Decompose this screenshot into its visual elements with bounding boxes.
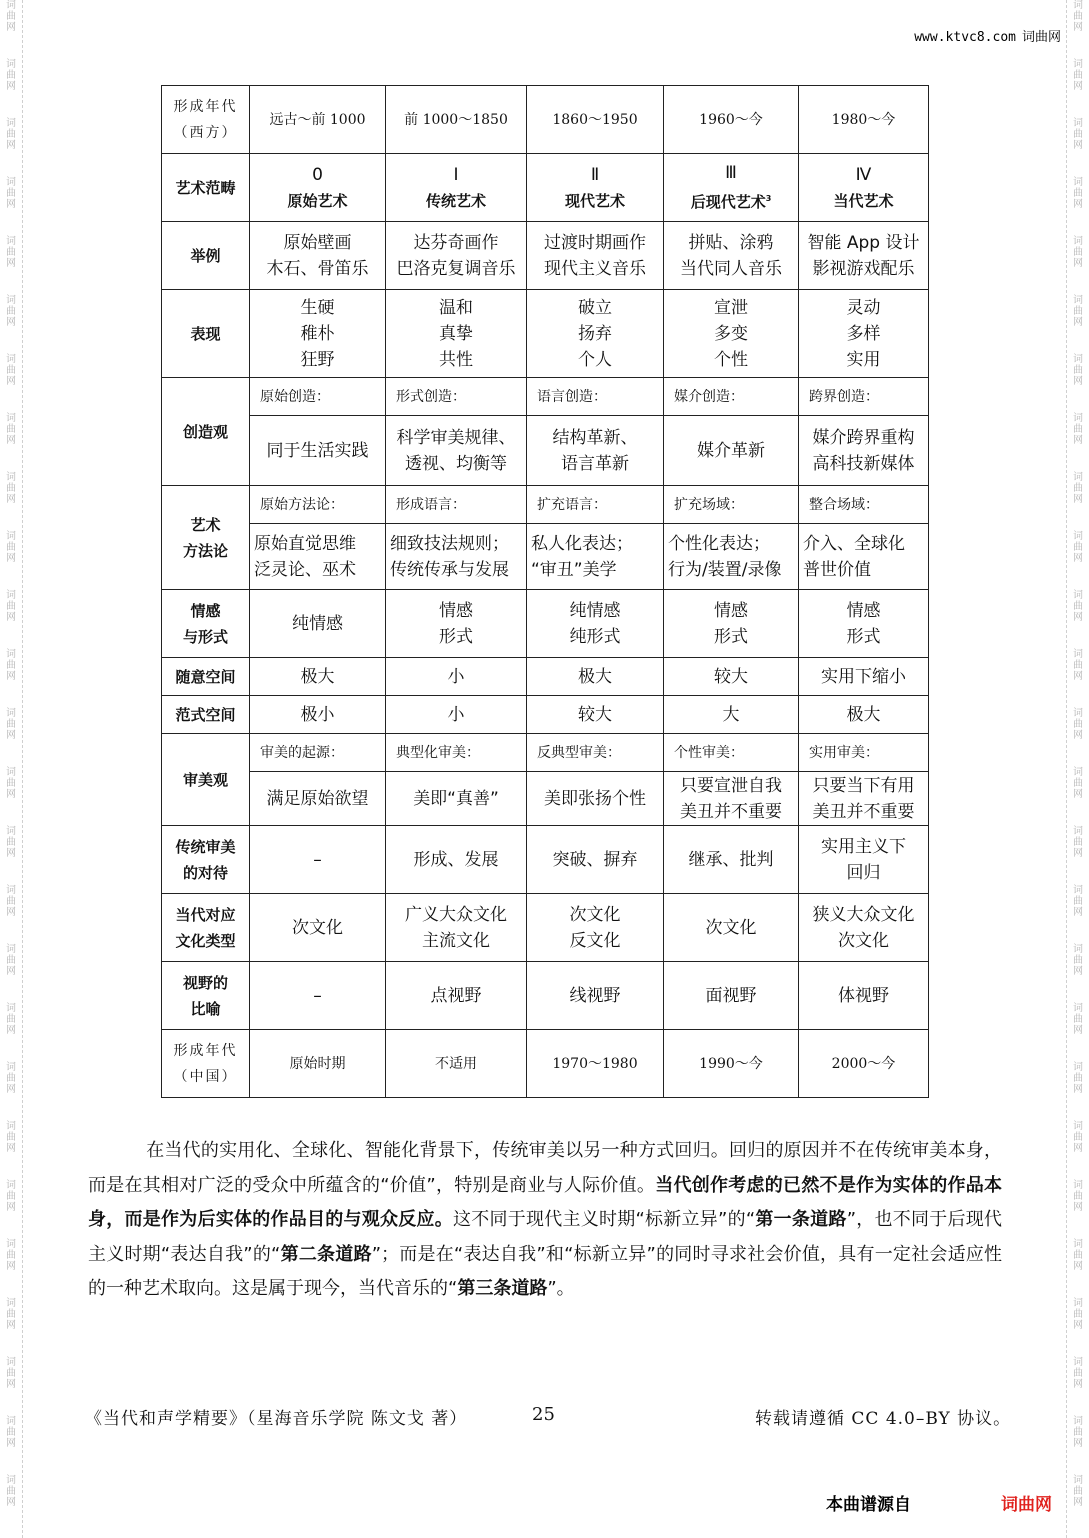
- watermark-glyph: 词 曲 网: [1073, 1475, 1083, 1508]
- watermark-glyph: 词 曲 网: [6, 885, 16, 918]
- right-dashed-guide: [1066, 0, 1067, 1538]
- label-aesthetics: 审美观: [162, 734, 250, 826]
- era-china-cell: 1970～1980: [527, 1030, 664, 1098]
- row-free-space: [162, 658, 929, 696]
- watermark-glyph: 词 曲 网: [6, 1180, 16, 1213]
- row-method: [162, 524, 929, 590]
- method-cell: 私人化表达； “审丑”美学: [527, 524, 664, 590]
- aesthetics-cell: 只要宣泄自我 美丑并不重要: [664, 772, 799, 826]
- watermark-glyph: 词 曲 网: [1073, 1416, 1083, 1449]
- era-west-cell: 1960～今: [664, 86, 799, 154]
- watermark-glyph: 词 曲 网: [6, 1357, 16, 1390]
- watermark-glyph: 词 曲 网: [6, 1298, 16, 1331]
- license-note: 转载请遵循 CC 4.0–BY 协议。: [755, 1409, 1012, 1429]
- creation-subheader: 形式创造：: [386, 378, 527, 416]
- creation-subheader: 跨界创造：: [799, 378, 929, 416]
- aesthetics-subheader: 反典型审美：: [527, 734, 664, 772]
- label-emotion-form: 情感 与形式: [162, 590, 250, 658]
- free-space-cell: 极大: [527, 658, 664, 696]
- watermark-glyph: 词 曲 网: [1073, 826, 1083, 859]
- emotion-form-cell: 纯情感 纯形式: [527, 590, 664, 658]
- label-tradition: 传统审美 的对待: [162, 826, 250, 894]
- watermark-glyph: 词 曲 网: [6, 944, 16, 977]
- row-category: [162, 154, 929, 222]
- culture-cell: 次文化: [664, 894, 799, 962]
- label-era-china: 形成年代 （中国）: [162, 1030, 250, 1098]
- watermark-glyph: 词 曲 网: [1073, 885, 1083, 918]
- category-cell: Ⅲ 后现代艺术$^3$: [664, 154, 799, 222]
- watermark-glyph: 词 曲 网: [1073, 472, 1083, 505]
- emotion-form-cell: 情感 形式: [799, 590, 929, 658]
- aesthetics-subheader: 典型化审美：: [386, 734, 527, 772]
- method-subheader: 整合场域：: [799, 486, 929, 524]
- watermark-glyph: 词 曲 网: [1073, 295, 1083, 328]
- aesthetics-subheader: 实用审美：: [799, 734, 929, 772]
- method-subheader: 扩充场域：: [664, 486, 799, 524]
- era-west-cell: 1860～1950: [527, 86, 664, 154]
- watermark-glyph: 词 曲 网: [6, 354, 16, 387]
- watermark-glyph: 词 曲 网: [6, 1475, 16, 1508]
- label-free-space: 随意空间: [162, 658, 250, 696]
- tradition-cell: 形成、发展: [386, 826, 527, 894]
- method-cell: 原始直觉思维 泛灵论、巫术: [250, 524, 386, 590]
- era-china-cell: 不适用: [386, 1030, 527, 1098]
- watermark-glyph: 词 曲 网: [6, 1416, 16, 1449]
- method-cell: 细致技法规则； 传统传承与发展: [386, 524, 527, 590]
- method-subheader: 形成语言：: [386, 486, 527, 524]
- tradition-cell: 实用主义下 回归: [799, 826, 929, 894]
- creation-subheader: 媒介创造：: [664, 378, 799, 416]
- creation-cell: 同于生活实践: [250, 416, 386, 486]
- expression-cell: 生硬 稚朴 狂野: [250, 290, 386, 378]
- row-vision: [162, 962, 929, 1030]
- watermark-glyph: 词 曲 网: [6, 1003, 16, 1036]
- row-creation-header: [162, 378, 929, 416]
- era-china-cell: 原始时期: [250, 1030, 386, 1098]
- examples-cell: 拼贴、涂鸦 当代同人音乐: [664, 222, 799, 290]
- row-culture: [162, 894, 929, 962]
- free-space-cell: 实用下缩小: [799, 658, 929, 696]
- aesthetics-cell: 美即张扬个性: [527, 772, 664, 826]
- watermark-glyph: 词 曲 网: [6, 1062, 16, 1095]
- emotion-form-cell: 纯情感: [250, 590, 386, 658]
- expression-cell: 破立 扬弃 个人: [527, 290, 664, 378]
- tradition-cell: –: [250, 826, 386, 894]
- method-cell: 介入、全球化 普世价值: [799, 524, 929, 590]
- watermark-glyph: 词 曲 网: [6, 295, 16, 328]
- creation-subheader: 语言创造：: [527, 378, 664, 416]
- site-logo[interactable]: 词曲网: [1001, 1495, 1052, 1515]
- aesthetics-cell: 美即“真善”: [386, 772, 527, 826]
- creation-cell: 媒介跨界重构 高科技新媒体: [799, 416, 929, 486]
- watermark-glyph: 词 曲 网: [6, 177, 16, 210]
- watermark-glyph: 词 曲 网: [6, 708, 16, 741]
- book-citation: 《当代和声学精要》（星海音乐学院 陈文戈 著）: [85, 1409, 468, 1429]
- aesthetics-subheader: 个性审美：: [664, 734, 799, 772]
- watermark-glyph: 词 曲 网: [6, 118, 16, 151]
- expression-cell: 温和 真挚 共性: [386, 290, 527, 378]
- watermark-glyph: 词 曲 网: [1073, 590, 1083, 623]
- left-dashed-guide: [22, 0, 23, 1538]
- row-era-west: [162, 86, 929, 154]
- aesthetics-cell: 只要当下有用 美丑并不重要: [799, 772, 929, 826]
- row-aesthetics: [162, 772, 929, 826]
- watermark-glyph: 词 曲 网: [1073, 236, 1083, 269]
- category-cell: Ⅰ 传统艺术: [386, 154, 527, 222]
- row-creation: [162, 416, 929, 486]
- watermark-glyph: 词 曲 网: [1073, 1180, 1083, 1213]
- site-name: 词曲网: [1021, 30, 1061, 45]
- vision-cell: 体视野: [799, 962, 929, 1030]
- row-tradition: [162, 826, 929, 894]
- category-cell: Ⅳ 当代艺术: [799, 154, 929, 222]
- watermark-glyph: 词 曲 网: [6, 236, 16, 269]
- watermark-glyph: 词 曲 网: [1073, 1062, 1083, 1095]
- norm-space-cell: 极大: [799, 696, 929, 734]
- vision-cell: 线视野: [527, 962, 664, 1030]
- creation-cell: 结构革新、 语言革新: [527, 416, 664, 486]
- label-norm-space: 范式空间: [162, 696, 250, 734]
- label-method: 艺术 方法论: [162, 486, 250, 590]
- footnote-mark: 3: [765, 194, 772, 203]
- examples-cell: 智能 App 设计 影视游戏配乐: [799, 222, 929, 290]
- row-expression: [162, 290, 929, 378]
- watermark-glyph: 词 曲 网: [1073, 708, 1083, 741]
- body-paragraph: 在当代的实用化、全球化、智能化背景下，传统审美以另一种方式回归。回归的原因并不在传统审美本身，而是在其相对广泛的受众中所蕴含的“价值”，特别是商业与人际价值。当代创作考虑的已然不是作为实体的作品本身，而是作为后实体的作品目的与观众反应。这不同于现代主义时期“标新立异”的“第一条道路”，也不同于后现代主义时期“表达自我”的“第二条道路”；而是在“表达自我”和“标新立异”的同时寻求社会价值，具有一定社会适应性的一种艺术取向。这是属于现今，当代音乐的“第三条道路”。: [88, 1140, 1003, 1299]
- norm-space-cell: 小: [386, 696, 527, 734]
- emotion-form-cell: 情感 形式: [664, 590, 799, 658]
- era-china-cell: 2000～今: [799, 1030, 929, 1098]
- category-cell: 0 原始艺术: [250, 154, 386, 222]
- row-examples: [162, 222, 929, 290]
- watermark-glyph: 词 曲 网: [6, 59, 16, 92]
- watermark-glyph: 词 曲 网: [1073, 1298, 1083, 1331]
- watermark-glyph: 词 曲 网: [6, 649, 16, 682]
- watermark-glyph: 词 曲 网: [6, 590, 16, 623]
- norm-space-cell: 大: [664, 696, 799, 734]
- watermark-glyph: 词 曲 网: [1073, 354, 1083, 387]
- method-subheader: 原始方法论：: [250, 486, 386, 524]
- free-space-cell: 较大: [664, 658, 799, 696]
- method-subheader: 扩充语言：: [527, 486, 664, 524]
- watermark-glyph: 词 曲 网: [6, 0, 16, 33]
- watermark-glyph: 词 曲 网: [1073, 118, 1083, 151]
- watermark-glyph: 词 曲 网: [6, 826, 16, 859]
- culture-cell: 狭义大众文化 次文化: [799, 894, 929, 962]
- watermark-glyph: 词 曲 网: [6, 767, 16, 800]
- label-examples: 举例: [162, 222, 250, 290]
- era-west-cell: 1980～今: [799, 86, 929, 154]
- vision-cell: 点视野: [386, 962, 527, 1030]
- vision-cell: –: [250, 962, 386, 1030]
- watermark-glyph: 词 曲 网: [1073, 59, 1083, 92]
- tradition-cell: 继承、批判: [664, 826, 799, 894]
- examples-cell: 达芬奇画作 巴洛克复调音乐: [386, 222, 527, 290]
- watermark-glyph: 词 曲 网: [1073, 1003, 1083, 1036]
- vision-cell: 面视野: [664, 962, 799, 1030]
- watermark-glyph: 词 曲 网: [1073, 1121, 1083, 1154]
- expression-cell: 灵动 多样 实用: [799, 290, 929, 378]
- aesthetics-subheader: 审美的起源：: [250, 734, 386, 772]
- era-west-cell: 远古～前 1000: [250, 86, 386, 154]
- row-emotion-form: [162, 590, 929, 658]
- watermark-glyph: 词 曲 网: [1073, 531, 1083, 564]
- label-expression: 表现: [162, 290, 250, 378]
- source-label: 本曲谱源自: [826, 1495, 911, 1515]
- label-category: 艺术范畴: [162, 154, 250, 222]
- watermark-glyph: 词 曲 网: [6, 1121, 16, 1154]
- expression-cell: 宣泄 多变 个性: [664, 290, 799, 378]
- watermark-glyph: 词 曲 网: [1073, 413, 1083, 446]
- watermark-glyph: 词 曲 网: [1073, 0, 1083, 33]
- art-category-table: [161, 85, 929, 1098]
- row-method-header: [162, 486, 929, 524]
- label-vision: 视野的 比喻: [162, 962, 250, 1030]
- row-era-china: [162, 1030, 929, 1098]
- left-watermark-strip: [2, 0, 20, 1538]
- site-url[interactable]: www.ktvc8.com: [914, 30, 1016, 45]
- culture-cell: 次文化: [250, 894, 386, 962]
- right-watermark-strip: [1069, 0, 1087, 1538]
- aesthetics-cell: 满足原始欲望: [250, 772, 386, 826]
- watermark-glyph: 词 曲 网: [1073, 1239, 1083, 1272]
- free-space-cell: 极大: [250, 658, 386, 696]
- watermark-glyph: 词 曲 网: [6, 1239, 16, 1272]
- label-creation: 创造观: [162, 378, 250, 486]
- emotion-form-cell: 情感 形式: [386, 590, 527, 658]
- watermark-glyph: 词 曲 网: [6, 531, 16, 564]
- creation-cell: 科学审美规律、 透视、均衡等: [386, 416, 527, 486]
- category-cell: Ⅱ 现代艺术: [527, 154, 664, 222]
- examples-cell: 原始壁画 木石、骨笛乐: [250, 222, 386, 290]
- label-culture: 当代对应 文化类型: [162, 894, 250, 962]
- culture-cell: 广义大众文化 主流文化: [386, 894, 527, 962]
- watermark-glyph: 词 曲 网: [1073, 944, 1083, 977]
- page-number: 25: [532, 1404, 555, 1425]
- era-west-cell: 前 1000～1850: [386, 86, 527, 154]
- watermark-glyph: 词 曲 网: [1073, 177, 1083, 210]
- label-era-west: 形成年代 （西方）: [162, 86, 250, 154]
- free-space-cell: 小: [386, 658, 527, 696]
- row-norm-space: [162, 696, 929, 734]
- culture-cell: 次文化 反文化: [527, 894, 664, 962]
- method-cell: 个性化表达； 行为/装置/录像: [664, 524, 799, 590]
- watermark-glyph: 词 曲 网: [6, 472, 16, 505]
- norm-space-cell: 较大: [527, 696, 664, 734]
- row-aesthetics-header: [162, 734, 929, 772]
- creation-cell: 媒介革新: [664, 416, 799, 486]
- watermark-glyph: 词 曲 网: [1073, 767, 1083, 800]
- site-header: [914, 26, 1061, 45]
- examples-cell: 过渡时期画作 现代主义音乐: [527, 222, 664, 290]
- creation-subheader: 原始创造：: [250, 378, 386, 416]
- watermark-glyph: 词 曲 网: [1073, 649, 1083, 682]
- era-china-cell: 1990～今: [664, 1030, 799, 1098]
- watermark-glyph: 词 曲 网: [6, 413, 16, 446]
- watermark-glyph: 词 曲 网: [1073, 1357, 1083, 1390]
- tradition-cell: 突破、摒弃: [527, 826, 664, 894]
- norm-space-cell: 极小: [250, 696, 386, 734]
